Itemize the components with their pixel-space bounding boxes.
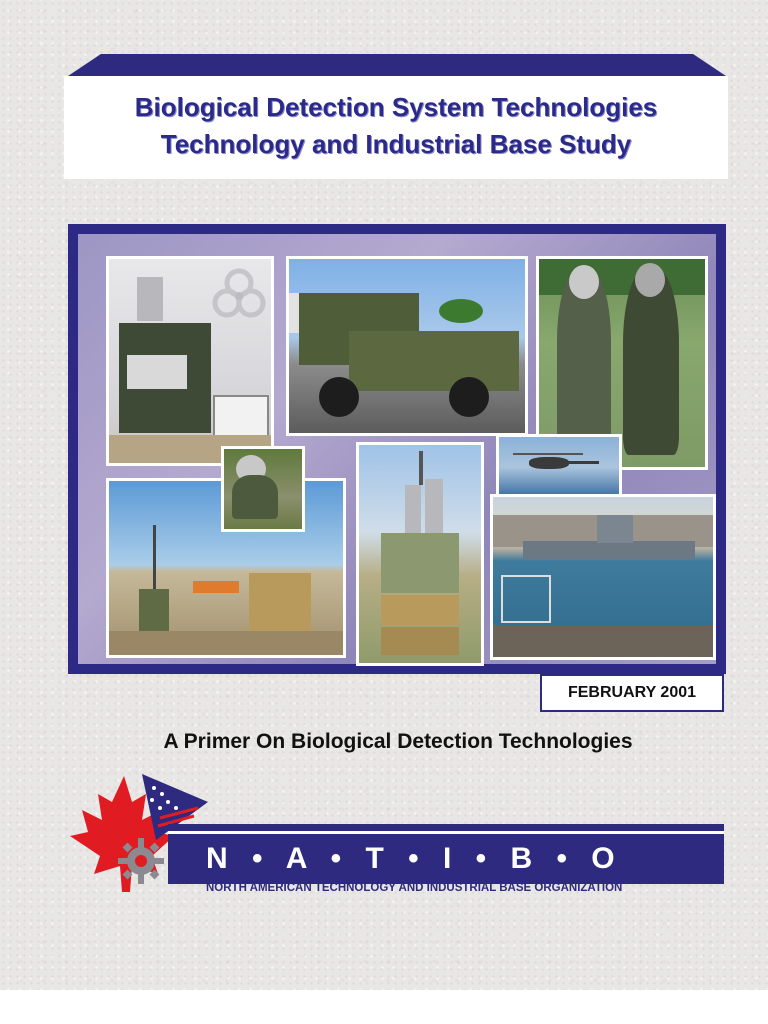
gear-icon bbox=[116, 836, 166, 886]
photo-humvee-detection-vehicle bbox=[286, 256, 528, 436]
photo-navy-ship-harbor bbox=[490, 494, 716, 660]
photo-portable-detector-unit bbox=[356, 442, 484, 666]
natibo-logo bbox=[66, 770, 728, 902]
photo-soldier-sampling bbox=[221, 446, 305, 532]
natibo-acronym-bar bbox=[168, 824, 724, 884]
title-line-2: Technology and Industrial Base Study bbox=[160, 129, 632, 159]
biohazard-icon bbox=[209, 263, 269, 323]
title-banner-top bbox=[68, 54, 726, 76]
title-box bbox=[64, 76, 728, 179]
title-line-1: Biological Detection System Technologies bbox=[134, 92, 658, 122]
organization-full-name: NORTH AMERICAN TECHNOLOGY AND INDUSTRIAL BASE ORGANIZATION bbox=[206, 882, 623, 894]
publication-date: FEBRUARY 2001 bbox=[540, 674, 724, 712]
photo-helicopter bbox=[496, 434, 622, 500]
photo-detector-lab-equipment bbox=[106, 256, 274, 466]
primer-subtitle: A Primer On Biological Detection Technologies bbox=[163, 730, 633, 753]
natibo-acronym: N • A • T • I • B • O bbox=[206, 842, 616, 875]
bottom-margin bbox=[0, 990, 768, 1024]
photo-collage bbox=[78, 234, 716, 664]
photo-collage-frame bbox=[68, 224, 726, 674]
